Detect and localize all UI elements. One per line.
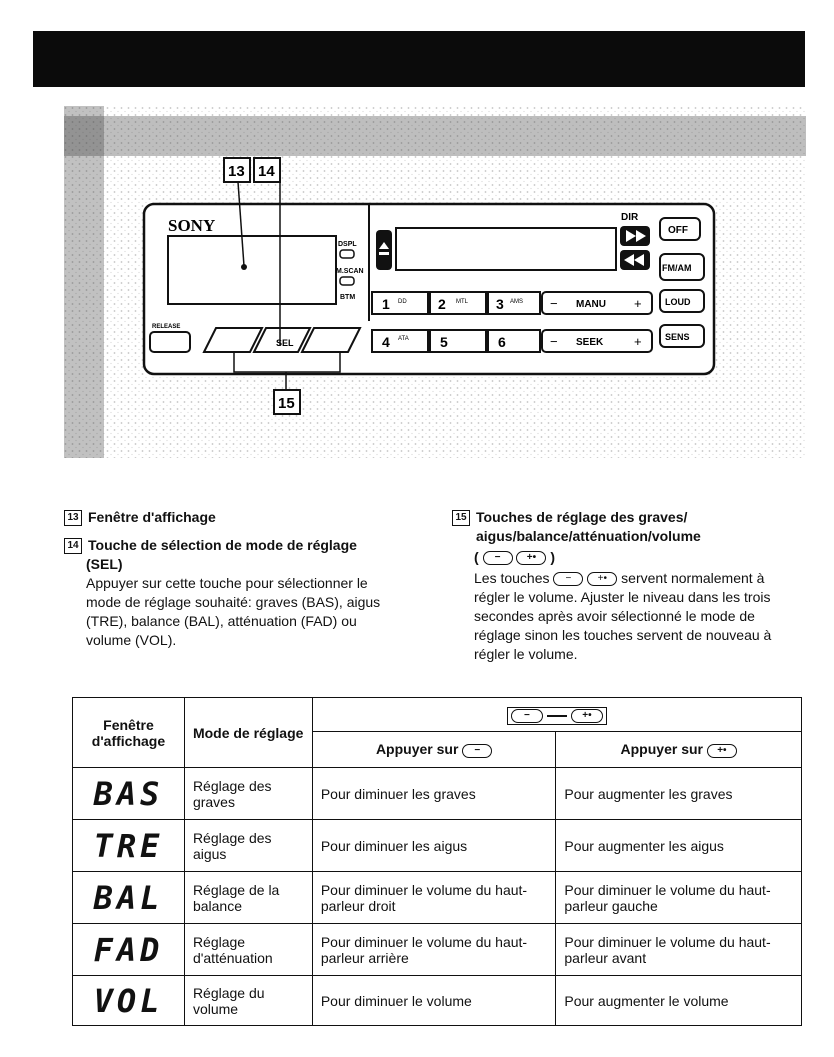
table-row bbox=[73, 820, 802, 872]
minus-key-icon: − bbox=[462, 744, 492, 758]
svg-text:−: − bbox=[550, 334, 558, 349]
plus-key-icon: +• bbox=[707, 744, 737, 758]
header-minus: Appuyer sur − bbox=[312, 732, 556, 768]
svg-text:ATA: ATA bbox=[398, 336, 409, 342]
svg-text:14: 14 bbox=[258, 163, 275, 180]
mode-cell: Réglage des graves bbox=[184, 768, 312, 820]
mode-cell: Réglage d'atténuation bbox=[184, 924, 312, 976]
display-code: VOL bbox=[73, 976, 185, 1026]
minus-key-icon: − bbox=[483, 551, 513, 565]
svg-text:3: 3 bbox=[496, 296, 504, 312]
mode-cell: Réglage de la balance bbox=[184, 872, 312, 924]
svg-text:4: 4 bbox=[382, 334, 390, 350]
header-window: Fenêtre d'affichage bbox=[73, 698, 185, 768]
plus-cell: Pour diminuer le volume du haut-parleur gauche bbox=[556, 872, 802, 924]
release-button bbox=[150, 332, 190, 352]
svg-text:LOUD: LOUD bbox=[665, 297, 691, 307]
plus-cell: Pour augmenter le volume bbox=[556, 976, 802, 1026]
preset-6 bbox=[488, 330, 540, 352]
mode-cell: Réglage des aigus bbox=[184, 820, 312, 872]
display-code: BAS bbox=[73, 768, 185, 820]
key-group-icon bbox=[507, 707, 607, 725]
minus-key-icon: − bbox=[511, 709, 543, 723]
minus-cell: Pour diminuer le volume du haut-parleur droit bbox=[312, 872, 556, 924]
settings-table bbox=[72, 697, 802, 1026]
minus-cell: Pour diminuer le volume du haut-parleur arrière bbox=[312, 924, 556, 976]
header-mode: Mode de réglage bbox=[184, 698, 312, 768]
svg-text:SENS: SENS bbox=[665, 332, 690, 342]
svg-text:2: 2 bbox=[438, 296, 446, 312]
display-code: BAL bbox=[73, 872, 185, 924]
section-body: Les touches − +• servent normalement à régler le volume. Ajuster le niveau dans les trois secondes après avoir sélectionné le mode de réglage sinon les touches servent de nouveau à régler le volume. bbox=[474, 570, 772, 662]
dspl-label: DSPL bbox=[338, 241, 357, 248]
cassette-slot bbox=[396, 228, 616, 270]
plus-key-icon: +• bbox=[571, 709, 603, 723]
svg-text:OFF: OFF bbox=[668, 225, 688, 236]
table-row bbox=[73, 924, 802, 976]
section-title: Touche de sélection de mode de réglage bbox=[88, 537, 357, 553]
svg-text:13: 13 bbox=[228, 163, 245, 180]
mscan-button bbox=[340, 277, 354, 285]
svg-text:6: 6 bbox=[498, 334, 506, 350]
svg-text:5: 5 bbox=[440, 334, 448, 350]
svg-text:15: 15 bbox=[278, 395, 295, 412]
dspl-button bbox=[340, 250, 354, 258]
btm-label: BTM bbox=[340, 294, 356, 301]
svg-text:SEL: SEL bbox=[276, 338, 294, 348]
sel-bar-icon bbox=[547, 715, 567, 717]
svg-text:1: 1 bbox=[382, 296, 390, 312]
plus-key-icon: +• bbox=[516, 551, 546, 565]
section-15 bbox=[452, 508, 792, 664]
table-row bbox=[73, 976, 802, 1026]
table-row bbox=[73, 872, 802, 924]
preset-5 bbox=[430, 330, 486, 352]
key-pair: ( − +• ) bbox=[474, 549, 556, 565]
section-14 bbox=[64, 536, 404, 650]
plus-cell: Pour diminuer le volume du haut-parleur avant bbox=[556, 924, 802, 976]
header-plus: Appuyer sur +• bbox=[556, 732, 802, 768]
section-number: 14 bbox=[64, 538, 82, 554]
mode-cell: Réglage du volume bbox=[184, 976, 312, 1026]
section-title: Touches de réglage des graves/ aigus/balance/atténuation/volume bbox=[476, 509, 701, 544]
eject-button bbox=[376, 230, 392, 270]
svg-text:MTL: MTL bbox=[456, 299, 468, 305]
display-code: FAD bbox=[73, 924, 185, 976]
svg-text:−: − bbox=[550, 296, 558, 311]
mscan-label: M.SCAN bbox=[336, 268, 364, 275]
display-window bbox=[168, 236, 336, 304]
section-number: 13 bbox=[64, 510, 82, 526]
section-number: 15 bbox=[452, 510, 470, 526]
plus-cell: Pour augmenter les aigus bbox=[556, 820, 802, 872]
section-title: Fenêtre d'affichage bbox=[88, 509, 216, 525]
section-subtitle: (SEL) bbox=[86, 556, 123, 572]
release-label: RELEASE bbox=[152, 324, 181, 330]
svg-text:MANU: MANU bbox=[576, 299, 606, 310]
display-code: TRE bbox=[73, 820, 185, 872]
svg-text:AMS: AMS bbox=[510, 299, 524, 305]
minus-key-icon: − bbox=[553, 572, 583, 586]
sony-logo: SONY bbox=[168, 216, 216, 235]
svg-text:DD: DD bbox=[398, 299, 407, 305]
dir-label: DIR bbox=[621, 212, 639, 223]
plus-key-icon: +• bbox=[587, 572, 617, 586]
table-row bbox=[73, 768, 802, 820]
car-stereo-illustration bbox=[64, 106, 806, 458]
section-body: Appuyer sur cette touche pour sélectionner le mode de réglage souhaité: graves (BAS), aigus (TRE), balance (BAL), atténuation (FAD) ou volume (VOL). bbox=[86, 575, 381, 648]
plus-cell: Pour augmenter les graves bbox=[556, 768, 802, 820]
minus-cell: Pour diminuer les aigus bbox=[312, 820, 556, 872]
header-bar bbox=[33, 31, 805, 87]
minus-cell: Pour diminuer les graves bbox=[312, 768, 556, 820]
svg-text:FM/AM: FM/AM bbox=[662, 263, 692, 273]
svg-text:+: + bbox=[634, 334, 642, 349]
minus-cell: Pour diminuer le volume bbox=[312, 976, 556, 1026]
svg-text:+: + bbox=[634, 296, 642, 311]
section-13 bbox=[64, 508, 404, 527]
svg-text:SEEK: SEEK bbox=[576, 337, 604, 348]
header-keys bbox=[312, 698, 801, 732]
